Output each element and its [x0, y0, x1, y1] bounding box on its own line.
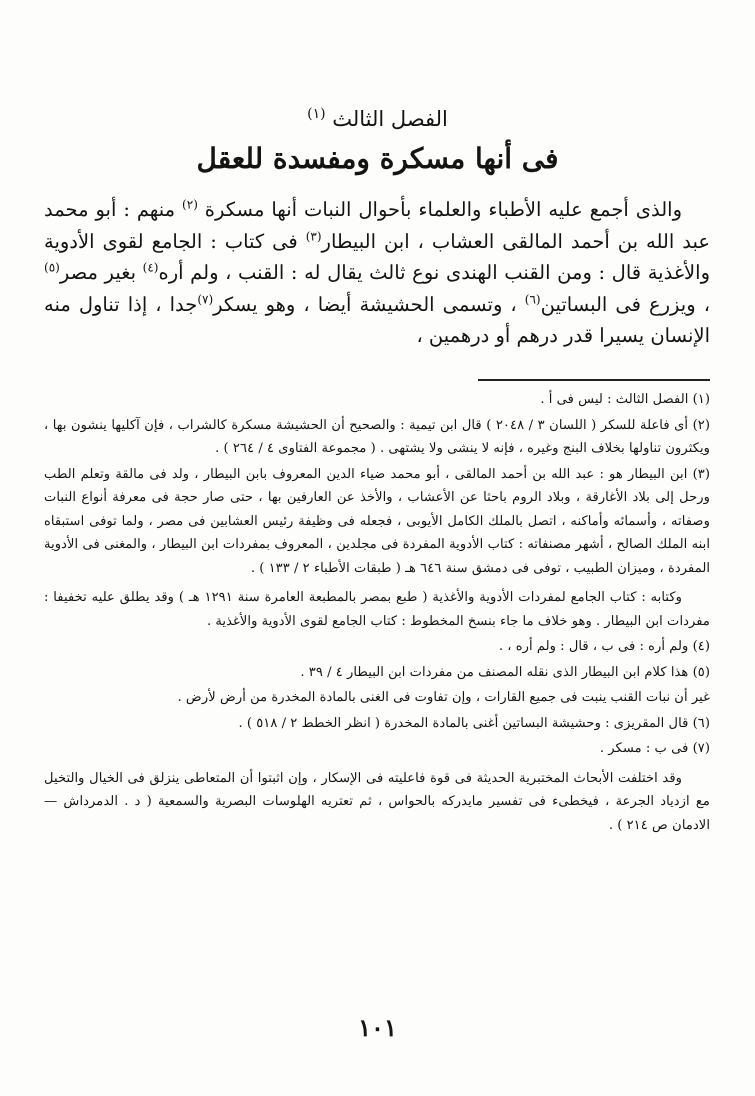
footnote-separator	[478, 379, 710, 381]
footnote-mark: (٦)	[692, 715, 710, 731]
footnote-4	[44, 635, 710, 659]
footnote-5	[44, 661, 710, 685]
text-run: فى كتاب : الجامع لقوى الأدوية والأغذية قال : ومن القنب الهندى نوع ثالث يقال له : القنب ، ولم أره	[44, 229, 710, 284]
footnote-mark: (٥)	[692, 664, 710, 680]
footnote-ref-6: (٦)	[524, 292, 541, 306]
footnote-6	[44, 712, 710, 736]
footnote-text: قال المقريزى : وحشيشة البساتين أغنى بالمادة المخدرة ( انظر الخطط ٢ / ٥١٨ ) .	[238, 715, 689, 731]
text-run: ، ويزرع فى البساتين	[540, 292, 710, 316]
footnote-text: أى فاعلة للسكر ( اللسان ٣ / ٢٠٤٨ ) قال ابن تيمية : والصحيح أن الحشيشة مسكرة كالشراب ، فإن آكليها ينشون بها ، ويكثرون تناولها بخلاف البنج وغيره ، فإنه لا ينشى ولا يشتهى . ( مجموعة الفتاوى ٤ / ٢٦٤ ) .	[44, 417, 710, 456]
footnote-text: ابن البيطار هو : عبد الله بن أحمد المالقى ، أبو محمد ضياء الدين المعروف بابن البيطار ، ولد فى مالقة وتعلم الطب ورحل إلى بلاد الأغارقة ، وبلاد الروم باحثا عن الأعشاب ، والأخذ عن العارفين بها ، حتى صار حجة فى معرفة أنواع النبات وصفاته ، وأسمائه وأماكنه ، اتصل بالملك الكامل الأيوبى ، فجعله فى وظيفة رئيس العشابين فى مصر ، ولما توفى استبقاه ابنه الملك الصالح ، أشهر مصنفاته : كتاب الأدوية المفردة فى مجلدين ، المعروف بمفردات ابن البيطار ، والمغنى فى الأدوية المفردة ، وميزان الطبيب ، توفى فى دمشق سنة ٦٤٦ هـ ( طبقات الأطباء ٢ / ١٣٣ ) .	[44, 466, 710, 576]
footnote-text: هذا كلام ابن البيطار الذى نقله المصنف من مفردات ابن البيطار ٤ / ٣٩ .	[300, 664, 689, 680]
footnote-2	[44, 414, 710, 461]
page-number: ١٠١	[358, 1013, 397, 1042]
chapter-title: فى أنها مسكرة ومفسدة للعقل	[196, 142, 559, 175]
text-run: جدا ، إذا تناول منه الإنسان يسيرا قدر درهم أو درهمين ،	[44, 292, 710, 347]
footnote-mark: (٤)	[692, 639, 710, 654]
paragraph-1	[44, 194, 710, 352]
footnote-3	[44, 463, 710, 581]
closing-note: وقد اختلفت الأبحاث المختبرية الحديثة فى قوة فاعليته فى الإسكار ، وإن اثبتوا أن المتعاطى ينزلق فى الخيال والتخيل مع ازدياد الجرعة ، فيخطىء فى تفسير مايدركه بالحواس ، ثم تعتريه الهلوسات البصرية والسمعية ( د . الدمرداش — الادمان ص ٢١٤ ) .	[44, 770, 710, 833]
footnote-mark: (١)	[692, 392, 710, 407]
footnote-ref-2: (٢)	[182, 197, 198, 212]
main-paragraph	[44, 194, 710, 352]
footnote-7	[44, 737, 710, 761]
footnote-text: الفصل الثالث : ليس فى أ .	[540, 392, 689, 407]
chapter-label	[0, 100, 755, 133]
footnote-ref-3: (٣)	[305, 229, 322, 243]
text-run: منهم : أبو محمد عبد الله بن أحمد المالقى العشاب ، ابن البيطار	[44, 198, 710, 253]
footnote-mark: (٣)	[692, 466, 710, 482]
footnote-mark: (٧)	[692, 741, 710, 756]
footnote-text: فى ب : مسكر .	[599, 741, 689, 756]
footnote-ref-5: (٥)	[44, 260, 60, 275]
chapter-name: الفصل الثالث	[332, 107, 448, 131]
text-run: ، وتسمى الحشيشة أيضا ، وهو يسكر	[213, 292, 525, 316]
footnotes-section	[44, 388, 710, 837]
text-run: بغير مصر	[59, 261, 143, 284]
footnote-ref-4: (٤)	[142, 260, 159, 275]
footnote-1	[44, 388, 710, 412]
footnote-5-continuation: غير أن نبات القنب ينبت فى جميع القارات ، وإن تفاوت فى الغنى بالمادة المخدرة من أرض لأرض .	[177, 690, 710, 705]
footnote-ref-1: (١)	[307, 106, 326, 122]
text-run: والذى أجمع عليه الأطباء والعلماء بأحوال النبات أنها مسكرة	[197, 198, 683, 221]
footnote-3-continuation: وكتابه : كتاب الجامع لمفردات الأدوية والأغذية ( طبع بمصر بالمطبعة العامرة سنة ١٢٩١ هـ ) وقد يطلق عليه تخفيفا : مفردات ابن البيطار . وهو خلاف ما جاء بنسخ المخطوط : كتاب الجامع لقوى الأدوية والأغذية .	[44, 590, 710, 629]
footnote-text: ولم أره : فى ب ، قال : ولم أره ، .	[498, 639, 689, 654]
footnote-ref-7: (٧)	[197, 292, 214, 306]
footnote-mark: (٢)	[692, 417, 710, 433]
